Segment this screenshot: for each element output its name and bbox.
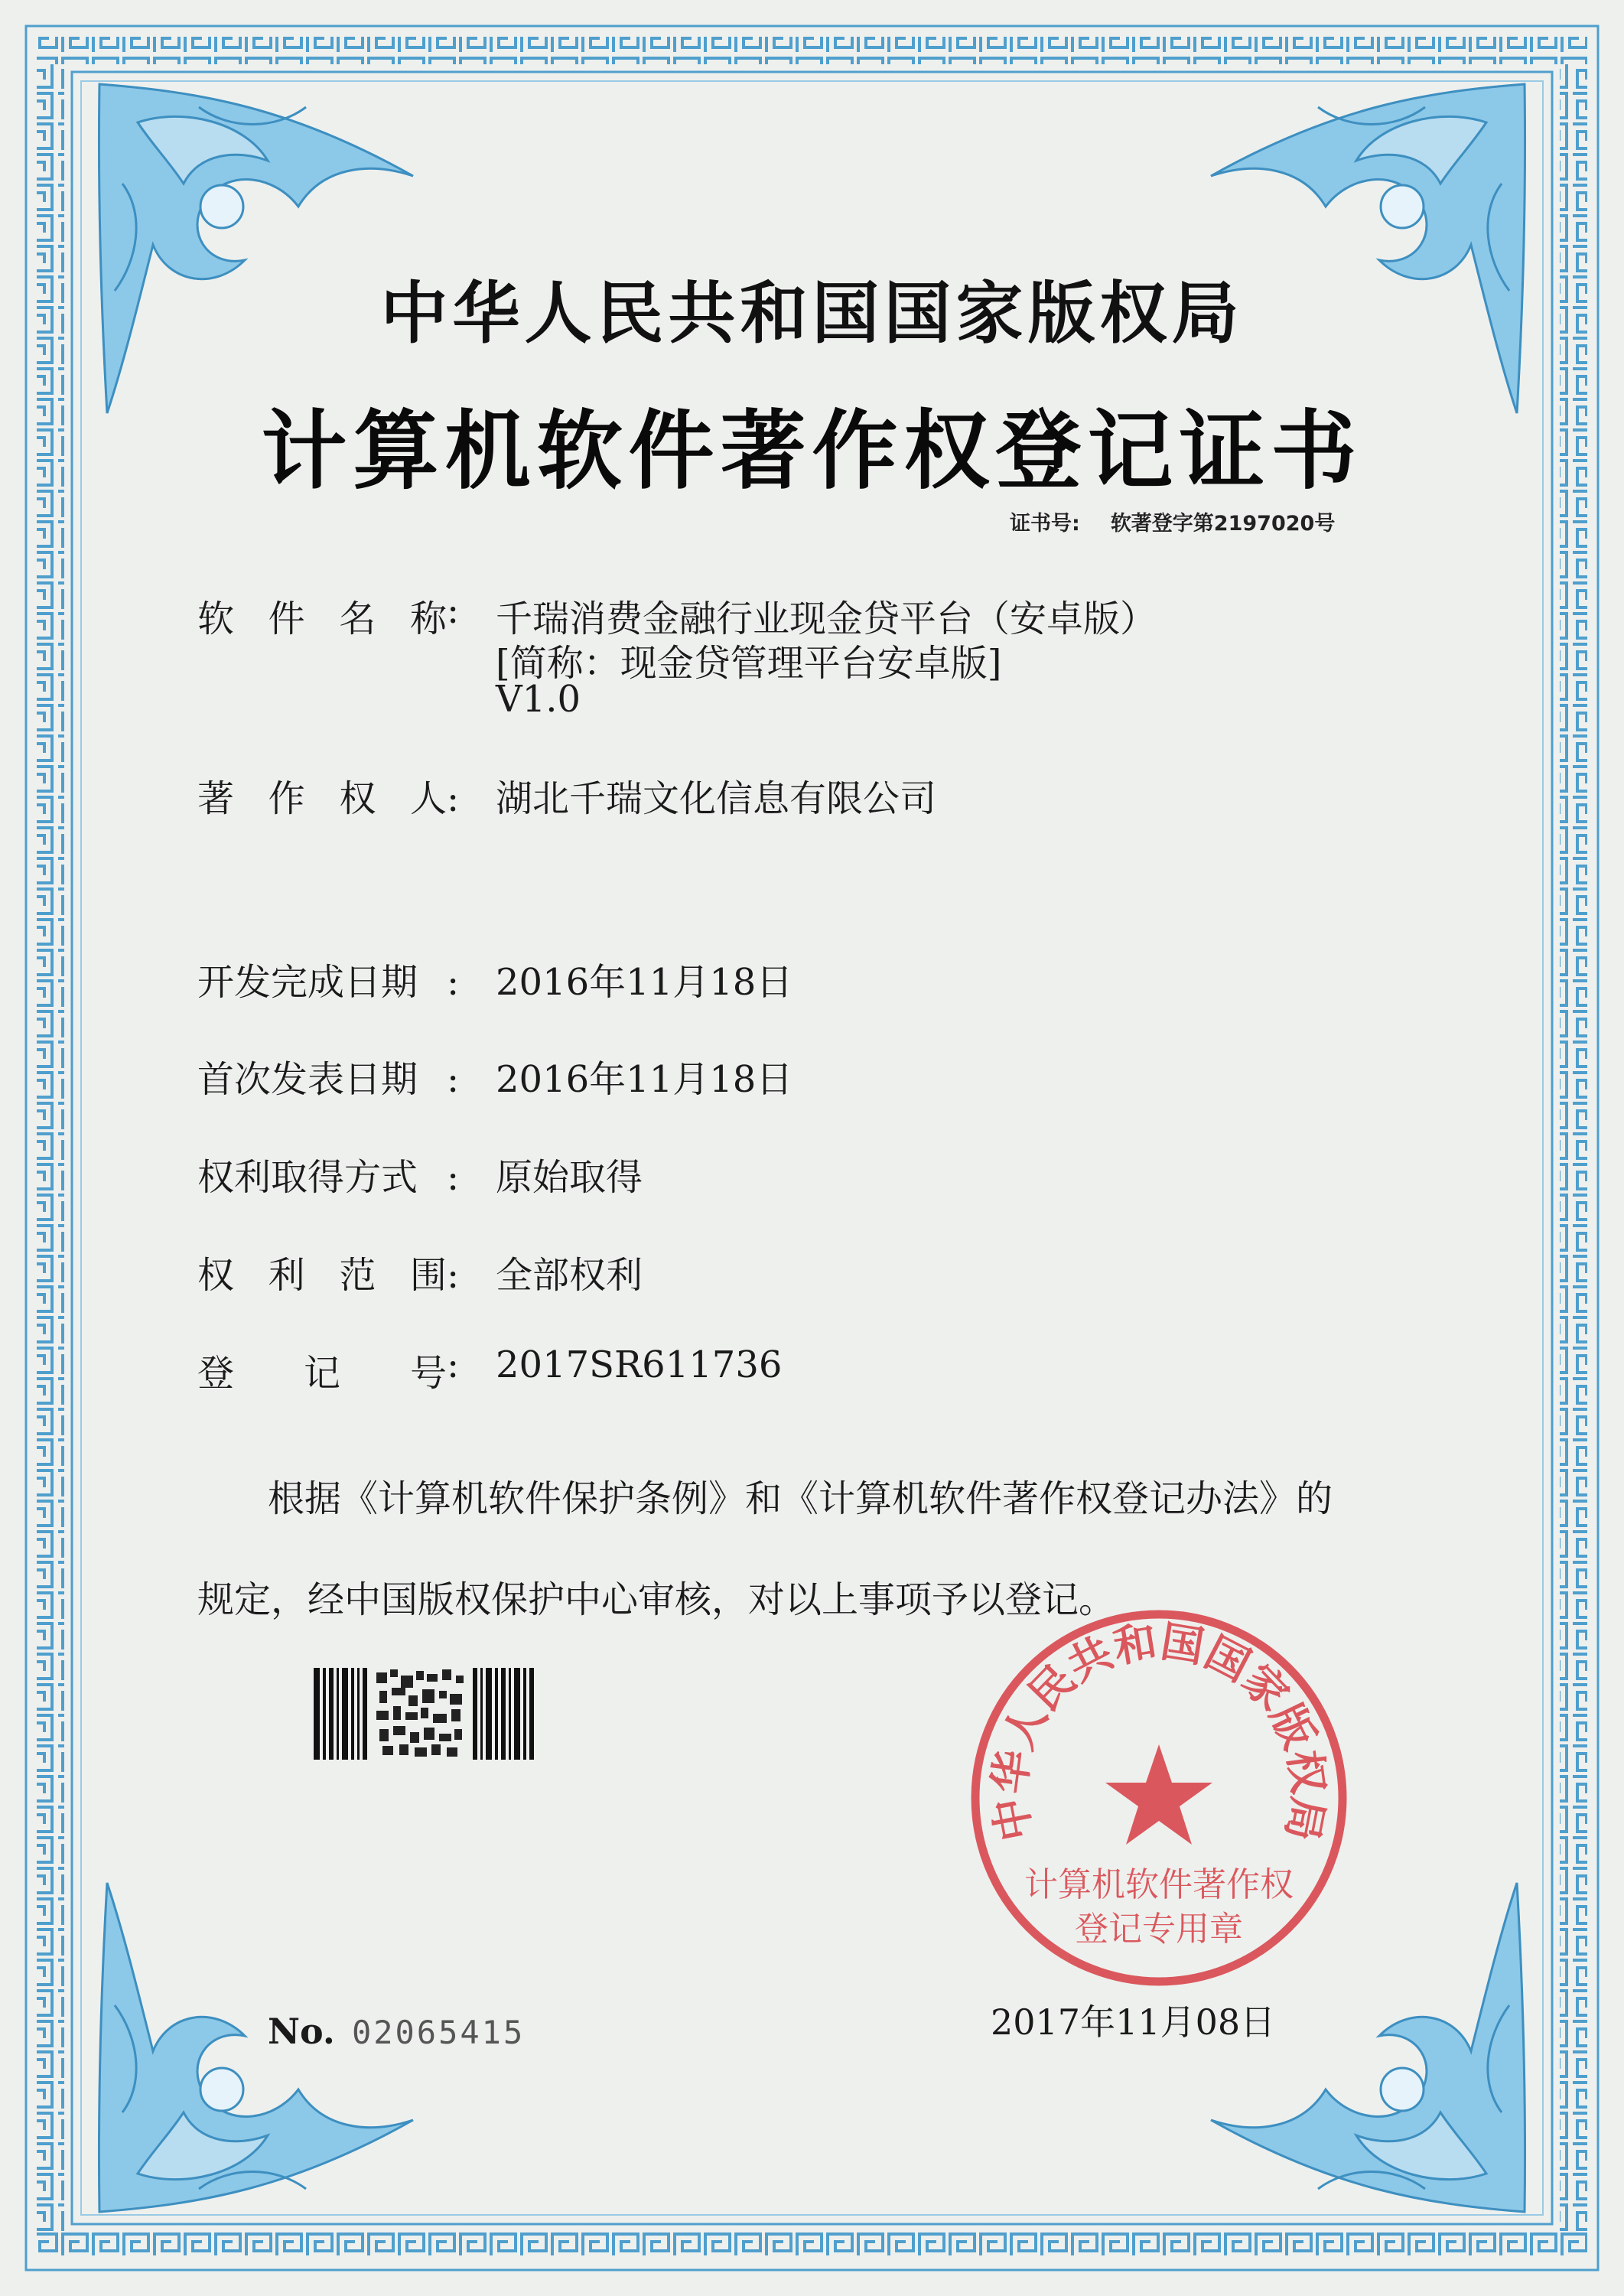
field-scope-of-rights: 权 利 范 围 : 全部权利 bbox=[197, 1246, 643, 1298]
official-seal bbox=[960, 1599, 1358, 1997]
software-name-line-2: [简称：现金贷管理平台安卓版] bbox=[496, 642, 1002, 685]
issue-date: 2017年11月08日 bbox=[991, 2001, 1276, 2043]
star-icon bbox=[1105, 1744, 1212, 1845]
acquisition-method-label: 权利取得方式 bbox=[197, 1156, 418, 1199]
field-acquisition-method: 权利取得方式 : 原始取得 bbox=[197, 1148, 643, 1200]
serial-number-value: 02065415 bbox=[351, 2014, 526, 2051]
software-name-line-3: V1.0 bbox=[496, 678, 581, 721]
field-registration-number: 登 记 号 : 2017SR611736 bbox=[197, 1343, 783, 1395]
seal-inner-line-2: 登记专用章 bbox=[1075, 1910, 1243, 1949]
issuer-title: 中华人民共和国国家版权局 bbox=[380, 274, 1244, 353]
certificate-number-label: 证书号: bbox=[1010, 512, 1080, 536]
dev-completion-date-label: 开发完成日期 bbox=[197, 961, 418, 1004]
field-software-name: 软 件 名 称 : bbox=[197, 589, 460, 640]
scope-of-rights-value: 全部权利 bbox=[496, 1254, 643, 1297]
statement-line-1: 根据《计算机软件保护条例》和《计算机软件著作权登记办法》的 bbox=[268, 1477, 1333, 1520]
certificate-title: 计算机软件著作权登记证书 bbox=[261, 402, 1363, 501]
seal-ring-text: 中华人民共和国国家版权局 bbox=[984, 1617, 1333, 1845]
statement-line-2: 规定，经中国版权保护中心审核，对以上事项予以登记。 bbox=[197, 1578, 1116, 1621]
registration-number-label: 登 记 号 bbox=[197, 1352, 447, 1395]
software-name-label: 软 件 名 称 bbox=[197, 598, 447, 640]
serial-number bbox=[268, 2011, 525, 2052]
certificate-number bbox=[1010, 506, 1335, 536]
barcode-icon bbox=[314, 1668, 543, 1760]
serial-number-label: No. bbox=[268, 2011, 335, 2052]
software-name-line-1: 千瑞消费金融行业现金贷平台（安卓版） bbox=[496, 598, 1157, 640]
field-dev-completion-date: 开发完成日期 : 2016年11月18日 bbox=[197, 953, 792, 1005]
first-publish-date-value: 2016年11月18日 bbox=[496, 1058, 793, 1101]
seal-inner-line-1: 计算机软件著作权 bbox=[1024, 1865, 1294, 1904]
copyright-owner-label: 著 作 权 人 bbox=[197, 777, 447, 820]
first-publish-date-label: 首次发表日期 bbox=[197, 1058, 418, 1101]
field-copyright-owner: 著 作 权 人 : 湖北千瑞文化信息有限公司 bbox=[197, 769, 936, 822]
field-first-publish-date: 首次发表日期 : 2016年11月18日 bbox=[197, 1050, 792, 1102]
software-name-value bbox=[496, 589, 1157, 722]
scope-of-rights-label: 权 利 范 围 bbox=[197, 1254, 447, 1297]
registration-number-value: 2017SR611736 bbox=[496, 1343, 783, 1386]
copyright-owner-value: 湖北千瑞文化信息有限公司 bbox=[496, 777, 937, 820]
dev-completion-date-value: 2016年11月18日 bbox=[496, 961, 793, 1004]
acquisition-method-value: 原始取得 bbox=[496, 1156, 643, 1199]
certificate-number-value: 软著登字第2197020号 bbox=[1110, 512, 1336, 536]
